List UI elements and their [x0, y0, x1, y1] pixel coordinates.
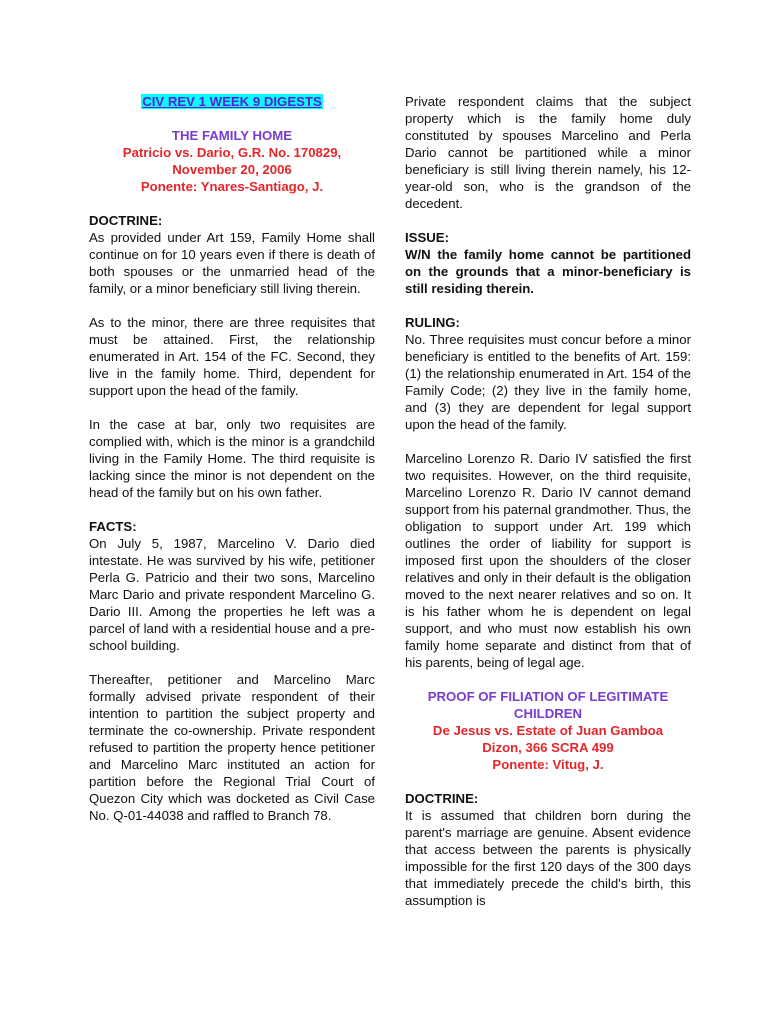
doctrine-paragraph: In the case at bar, only two requisites are complied with, which is the minor is a grandchild living in the Family Home. The third requisite is lacking since the minor is not dependent on the head of the family but on his own father.: [89, 417, 375, 500]
document-title: CIV REV 1 WEEK 9 DIGESTS: [142, 94, 322, 109]
ruling-paragraph: Marcelino Lorenzo R. Dario IV satisfied the first two requisites. However, on the third requisite, Marcelino Lorenzo R. Dario IV cannot demand support from his paternal grandmother. Thus, the obligation to support under Art. 199 which outlines the order of liability for support is imposed first upon the shoulders of the closer relatives and only in their default is the obligation moved to the next nearer relatives and so on. It is his father whom he is dependent on legal support, and who must now establish his own family home separate and distinct from that of his parents, being of legal age.: [405, 451, 691, 670]
doctrine-heading: DOCTRINE:: [89, 213, 163, 228]
left-column: [89, 93, 375, 824]
facts-paragraph: On July 5, 1987, Marcelino V. Dario died intestate. He was survived by his wife, petitioner Perla G. Patricio and their two sons, Marcelino Marc Dario and private respondent Marcelino G. Dario III. Among the properties he left was a parcel of land with a residential house and a pre-school building.: [89, 536, 375, 653]
doctrine-paragraph: As provided under Art 159, Family Home shall continue on for 10 years even if there is death of both spouses or the unmarried head of the family, or a minor beneficiary still living therein.: [89, 230, 375, 296]
case-caption-line1: Patricio vs. Dario, G.R. No. 170829,: [122, 145, 342, 160]
facts-paragraph: Private respondent claims that the subject property which is the family home duly constituted by spouses Marcelino and Perla Dario cannot be partitioned while a minor beneficiary is still living therein namely, his 12-year-old son, who is the grandson of the decedent.: [405, 94, 691, 211]
facts-heading: FACTS:: [89, 519, 137, 534]
issue-heading: ISSUE:: [405, 230, 449, 245]
case-caption-line2: Dizon, 366 SCRA 499: [482, 740, 614, 755]
section-title-family-home: THE FAMILY HOME: [171, 128, 293, 143]
doctrine-paragraph: As to the minor, there are three requisites that must be attained. First, the relationship enumerated in Art. 154 of the FC. Second, they live in the family home. Third, dependent for support upon the head of the family.: [89, 315, 375, 398]
case-caption-line2: November 20, 2006: [172, 162, 292, 177]
section-title-filiation: PROOF OF FILIATION OF LEGITIMATE CHILDREN: [427, 689, 669, 721]
case-caption-line1: De Jesus vs. Estate of Juan Gamboa: [432, 723, 664, 738]
right-column: [405, 93, 691, 909]
case-ponente: Ponente: Vitug, J.: [492, 757, 604, 772]
doctrine-heading: DOCTRINE:: [405, 791, 479, 806]
case-ponente: Ponente: Ynares-Santiago, J.: [140, 179, 324, 194]
ruling-paragraph: No. Three requisites must concur before a minor beneficiary is entitled to the benefits of Art. 159: (1) the relationship enumerated in Art. 154 of the Family Code; (2) they live in the family home, and (3) they are dependent for legal support upon the head of the family.: [405, 332, 691, 432]
issue-text: W/N the family home cannot be partitioned on the grounds that a minor-beneficiary is still residing therein.: [405, 247, 691, 296]
ruling-heading: RULING:: [405, 315, 460, 330]
doctrine-paragraph: It is assumed that children born during the parent's marriage are genuine. Absent evidence that access between the parents is physically impossible for the first 120 days of the 300 days that immediately precede the child's birth, this assumption is: [405, 808, 691, 908]
facts-paragraph: Thereafter, petitioner and Marcelino Marc formally advised private respondent of their intention to partition the subject property and terminate the co-ownership. Private respondent refused to partition the property hence petitioner and Marcelino Marc instituted an action for partition before the Regional Trial Court of Quezon City which was docketed as Civil Case No. Q-01-44038 and raffled to Branch 78.: [89, 672, 375, 823]
